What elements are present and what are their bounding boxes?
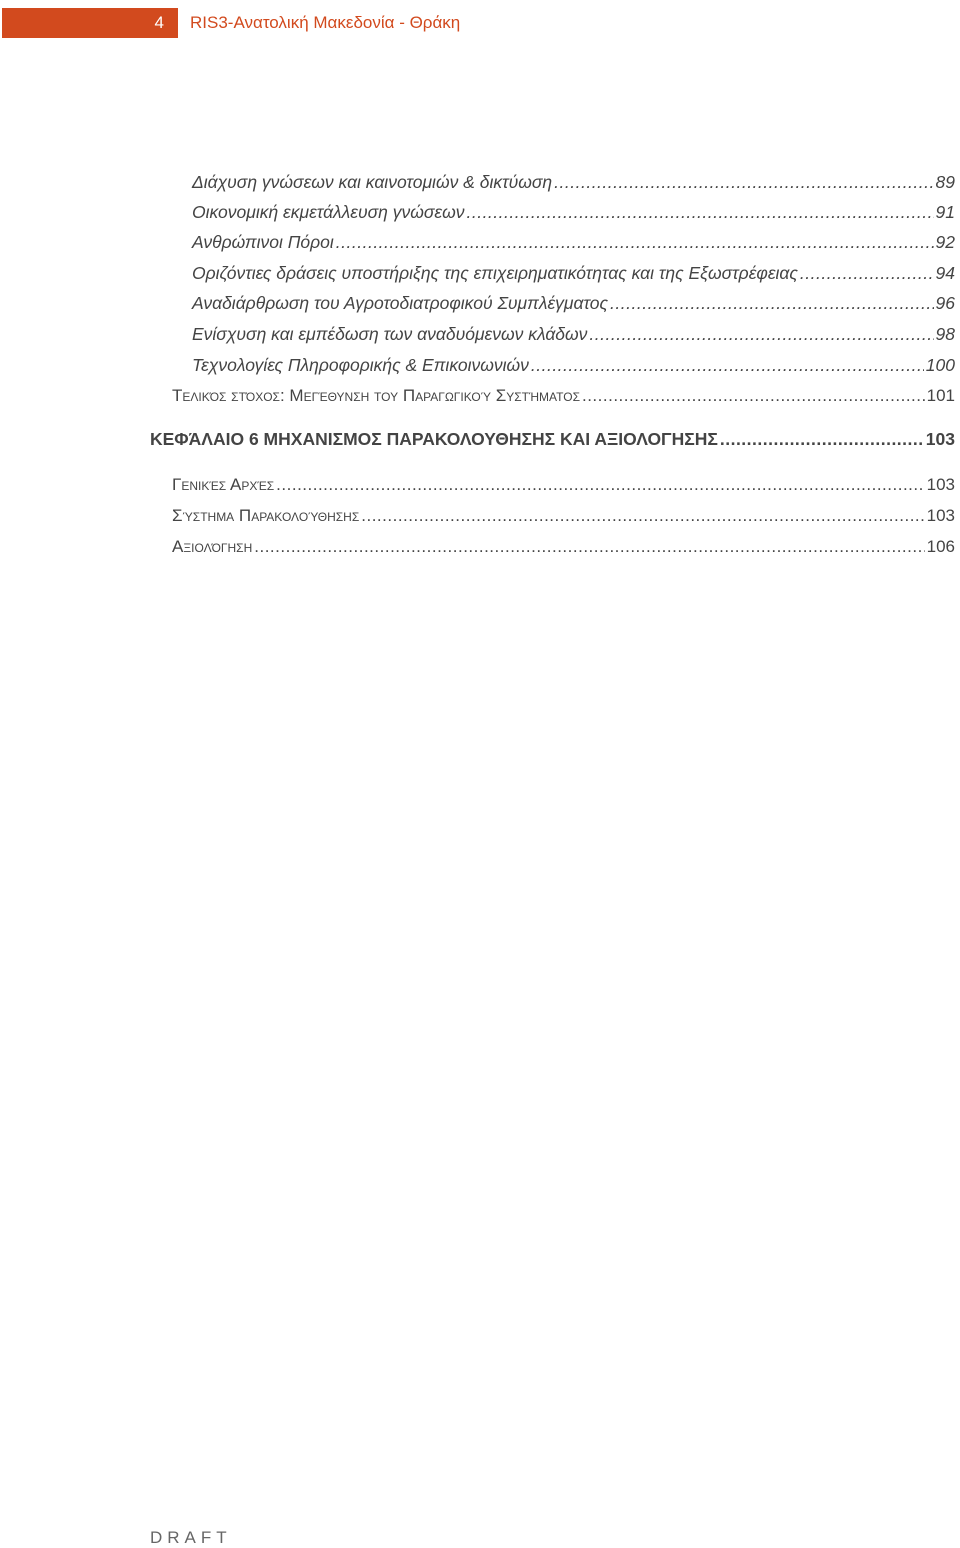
- toc-entry-page: 100: [925, 355, 955, 375]
- toc-entry-page: 96: [935, 293, 955, 313]
- toc-entry-title: ΚΕΦΆΛΑΙΟ 6 ΜΗΧΑΝΙΣΜΟΣ ΠΑΡΑΚΟΛΟΥΘΗΣΗΣ ΚΑΙ ΑΞΙΟΛΟΓΗΣΗΣ: [150, 429, 718, 449]
- toc-entry-title: Διάχυση γνώσεων και καινοτομιών & δικτύωση: [192, 172, 553, 192]
- toc-entry[interactable]: [192, 263, 955, 291]
- toc-leader-dots: [582, 386, 925, 406]
- toc-entry-title: Ενίσχυση και εμπέδωση των αναδυόμενων κλάδων: [192, 324, 588, 344]
- toc-leader-dots: [531, 355, 924, 376]
- page-number-badge: 4: [2, 8, 178, 38]
- toc-entry[interactable]: [192, 324, 955, 352]
- toc-entry-title: Σύστημα Παρακολούθησης: [172, 506, 360, 525]
- page-header: [0, 8, 960, 38]
- toc-entry[interactable]: [172, 537, 955, 565]
- toc-entry-title: Τελικός στόχος: Μεγέθυνση του Παραγωγικού Συστήματος: [172, 386, 580, 405]
- draft-watermark: DRAFT: [150, 1528, 232, 1547]
- toc-entry-page: 103: [926, 475, 955, 494]
- toc-entry[interactable]: [192, 172, 955, 200]
- toc-leader-dots: [276, 475, 924, 495]
- toc-leader-dots: [589, 324, 933, 345]
- toc-entry-page: 103: [926, 506, 955, 525]
- toc-leader-dots: [554, 172, 933, 193]
- toc-entry-page: 92: [935, 232, 955, 252]
- toc-entry-page: 91: [935, 202, 955, 222]
- toc-entry[interactable]: [192, 232, 955, 260]
- toc-entry-page: 89: [935, 172, 955, 192]
- toc-leader-dots: [610, 293, 934, 314]
- toc-leader-dots: [336, 232, 934, 253]
- toc-entry[interactable]: [172, 386, 955, 414]
- toc-entry-title: Αξιολόγηση: [172, 537, 253, 556]
- toc-leader-dots: [800, 263, 934, 284]
- document-title: RIS3-Ανατολική Μακεδονία - Θράκη: [190, 13, 461, 32]
- toc-entry-title: Οριζόντιες δράσεις υποστήριξης της επιχειρηματικότητας και της Εξωστρέφειας: [192, 263, 798, 283]
- toc-entry-title: Γενικές Αρχές: [172, 475, 275, 494]
- toc-entry-title: Τεχνολογίες Πληροφορικής & Επικοινωνιών: [192, 355, 529, 375]
- toc-entry-page: 98: [935, 324, 955, 344]
- toc-leader-dots: [254, 537, 924, 557]
- toc-entry-title: Οικονομική εκμετάλλευση γνώσεων: [192, 202, 465, 222]
- toc-entry-page: 103: [925, 429, 955, 449]
- toc-entry[interactable]: [192, 355, 955, 383]
- toc-entry-title: Ανθρώπινοι Πόροι: [192, 232, 334, 252]
- toc-entry[interactable]: [172, 506, 955, 534]
- toc-entry-page: 94: [935, 263, 955, 283]
- toc-leader-dots: [466, 202, 933, 223]
- toc-entry[interactable]: [192, 202, 955, 230]
- toc-entry-page: 106: [926, 537, 955, 556]
- toc-entry-page: 101: [926, 386, 955, 405]
- toc-chapter-entry[interactable]: [150, 429, 955, 457]
- toc-entry[interactable]: [172, 475, 955, 503]
- toc-entry[interactable]: [192, 293, 955, 321]
- toc-entry-title: Αναδιάρθρωση του Αγροτοδιατροφικού Συμπλέγματος: [192, 293, 609, 313]
- toc-leader-dots: [361, 506, 924, 526]
- toc-leader-dots: [720, 429, 924, 450]
